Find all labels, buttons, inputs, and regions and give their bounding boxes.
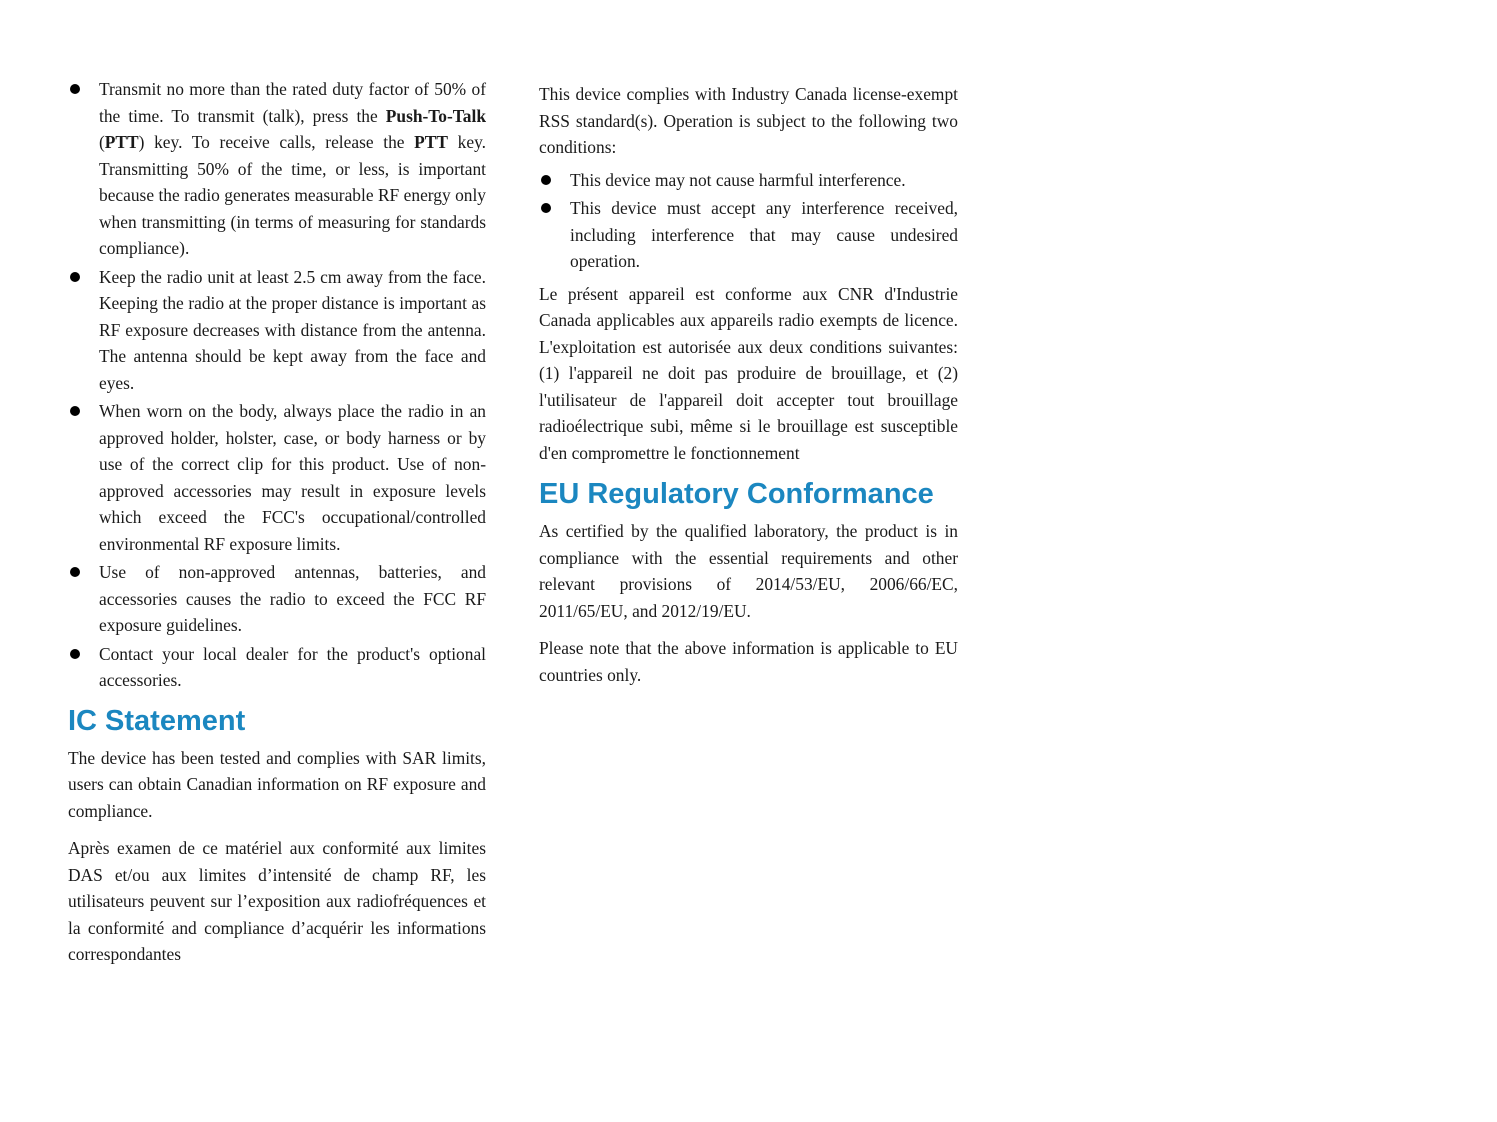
eu-conformance-heading: EU Regulatory Conformance <box>539 478 934 510</box>
eu-paragraph-note: Please note that the above information is applicable to EU countries only. <box>539 638 958 685</box>
rf-safety-bullet-list <box>68 76 486 694</box>
ic-french-paragraph: Le présent appareil est conforme aux CNR d'Industrie Canada applicables aux appareils radio exempts de licence. L'exploitation est autorisée aux deux conditions suivantes: (1) l'appareil ne doit pas produire de brouillage, et (2) l'utilisateur de l'appareil doit accepter tout brouillage radioélectrique subi, même si le brouillage est susceptible d'en compromettre le fonctionnement <box>539 283 958 463</box>
bullet-item-duty-factor <box>68 76 486 262</box>
bullet-dot-icon <box>70 84 80 94</box>
bullet-dot-icon <box>70 567 80 577</box>
bullet-dot-icon <box>541 203 551 213</box>
eu-paragraph-certified: As certified by the qualified laboratory, the product is in compliance with the essential requirements and other relevant provisions of 2014/53/EU, 2006/66/EC, 2011/65/EU, and 2012/19/EU. <box>539 521 958 621</box>
ic-paragraph-english: The device has been tested and complies with SAR limits, users can obtain Canadian information on RF exposure and compliance. <box>68 747 486 821</box>
ptt-term: PTT <box>414 132 448 152</box>
bullet-text: When worn on the body, always place the radio in an approved holder, holster, case, or body harness or by use of the correct clip for this product. Use of non-approved accessories may result in exposure levels which exceed the FCC's occupational/controlled environmental RF exposure limits. <box>99 401 486 554</box>
bullet-dot-icon <box>70 272 80 282</box>
ptt-term: PTT <box>104 132 139 152</box>
bullet-item-non-approved <box>68 559 486 639</box>
bullet-dot-icon <box>70 406 80 416</box>
bullet-item-dealer <box>68 641 486 694</box>
condition-text: This device may not cause harmful interference. <box>570 169 906 190</box>
bullet-text-part: key. Transmitting 50% of the time, or less, is important because the radio generates measurable RF energy only when transmitting (in terms of measuring for standards compliance). <box>99 132 486 258</box>
left-column <box>68 76 486 979</box>
condition-item-accept-interference <box>539 195 958 275</box>
bullet-item-body-worn <box>68 398 486 557</box>
push-to-talk-term: Push-To-Talk <box>385 105 486 126</box>
bullet-text-part: ) key. To receive calls, release the <box>138 132 415 152</box>
bullet-text: Keep the radio unit at least 2.5 cm away from the face. Keeping the radio at the proper distance is important as RF exposure decreases with distance from the antenna. The antenna should be kept away from the face and eyes. <box>99 266 486 393</box>
right-column <box>539 81 958 699</box>
condition-text: This device must accept any interference received, including interference that may cause undesired operation. <box>570 198 958 271</box>
bullet-text: Contact your local dealer for the product's optional accessories. <box>99 643 486 690</box>
bullet-item-distance <box>68 264 486 397</box>
bullet-text-part: Transmit no more than the rated duty factor of 50% of the time. To transmit (talk), press the <box>99 79 486 126</box>
bullet-dot-icon <box>70 649 80 659</box>
bullet-text-part: ( <box>99 132 105 152</box>
ic-conditions-list <box>539 167 958 275</box>
bullet-dot-icon <box>541 175 551 185</box>
bullet-text: Use of non-approved antennas, batteries, and accessories causes the radio to exceed the FCC RF exposure guidelines. <box>99 562 486 635</box>
ic-intro-paragraph: This device complies with Industry Canada license-exempt RSS standard(s). Operation is subject to the following two conditions: <box>539 84 958 157</box>
condition-item-no-interference <box>539 167 958 194</box>
ic-statement-heading: IC Statement <box>68 704 246 737</box>
ic-paragraph-french: Après examen de ce matériel aux conformité aux limites DAS et/ou aux limites d’intensité de champ RF, les utilisateurs peuvent sur l’exposition aux radiofréquences et la conformité and compliance d’acquérir les informations correspondantes <box>68 838 486 964</box>
